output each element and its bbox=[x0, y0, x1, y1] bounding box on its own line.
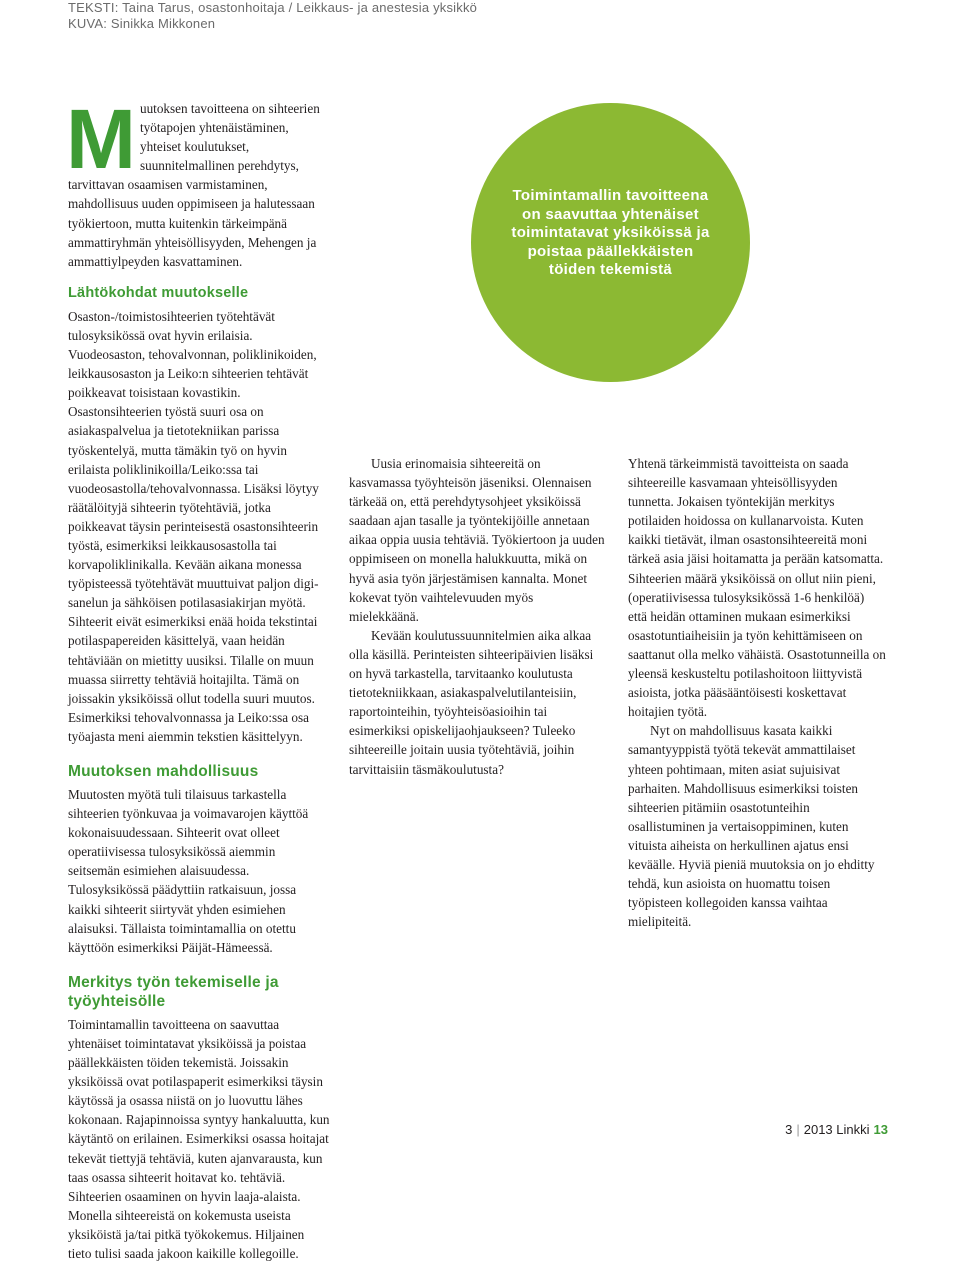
credits bbox=[68, 0, 477, 32]
issue-number: 3 bbox=[785, 1122, 793, 1137]
body-paragraph: Uusia erinomaisia sihteereitä on kasvamassa työyhteisön jäseniksi. Olennaisen tärkeää on, että perehdytysohjeet yksiköissä saadaan ajan tasalle ja työntekijöille annetaan aikaa oppia uusia tehtäviä. Työkiertoon ja uuden oppimiseen on monella halukkuutta, mikä on hyvä asia työn järjestämisen kannalta. Monet kokevat työn vaihtelevuuden myös mielekkäänä. bbox=[349, 456, 605, 624]
body-paragraph: Muutosten myötä tuli tilaisuus tarkastella sihteerien työnkuvaa ja voimavarojen käyttöä kokonaisuudessaan. Sihteerit ovat olleet operatiivisessa tulosyksikössä aiemmin seitsemän esimiehen alaisuudessa. Tulosyksikössä päädyttiin ratkaisuun, jossa kaikki sihteerit siirtyvät yhden esimiehen alaisuksi. Tällaista toimintamallia on otettu käyttöön esimerkiksi Päijät-Hämeessä. bbox=[68, 787, 309, 955]
page-number: 13 bbox=[873, 1122, 888, 1137]
issue-year: 2013 bbox=[803, 1122, 833, 1137]
section-heading-merkitys: Merkitys työn tekemiselle ja työyhteisölle bbox=[68, 973, 279, 1010]
pullquote-text: Toimintamallin tavoitteena on saavuttaa yhtenäiset toimintatavat yksiköissä ja poistaa päällekkäisten töiden tekemistä bbox=[511, 187, 710, 279]
intro-text: uutoksen tavoitteena on sihteerien työtapojen yhtenäistäminen, yhteiset koulutukset, suunnitelmallinen perehdytys, tarvittavan osaamisen varmistaminen, mahdollisuus uuden oppimiseen ja halutessaan työkiertoon, mutta kuitenkin tärkeimpänä ammattiryhmän yhteisöllisyyden, Mehengen ja ammattiylpeyden kasvattaminen. bbox=[68, 101, 320, 269]
footer-separator: | bbox=[796, 1122, 800, 1137]
body-paragraph: Osaston-/toimistosihteerien työtehtävät tulosyksikössä ovat hyvin erilaisia. Vuodeosaston, tehovalvonnan, poliklinikoiden, leikkausosaston ja Leiko:n sihteerien tehtävät poikkeavat toisistaan kovastikin. Osastonsihteerien työstä suuri osa on asiakaspalvelua ja tietotekniikan parissa työskentelyä, mutta tämäkin työ on hyvin erilaista poliklinikoilla/Leiko:ssa tai vuodeosastolla/tehovalvonnassa. Lisäksi löytyy räätälöityjä sihteerin työtehtäviä, jotka poikkeavat täysin perinteisestä osastonsihteerin työstä, esimerkiksi leikkausosastolla tai korvapoliklinikalla. Kevään aikana monessa työpisteessä työtehtävät muuttuivat paljon digi-sanelun ja sähköisen potilasasiakirjan myötä. Sihteerit eivät esimerkiksi enää hoida tekstintai potilaspapereiden käsittelyä, vaan heidän tehtäviään on mietitty uusiksi. Tilalle on muun muassa siirretty tehtäviä hoitajilta. Tämä on joissakin yksiköissä ollut todella suuri muutos. Esimerkiksi tehovalvonnassa ja Leiko:ssa osa työajasta meni aiemmin tekstien käsittelyyn. bbox=[68, 308, 319, 744]
page-footer bbox=[785, 1122, 888, 1137]
column-3 bbox=[628, 454, 886, 931]
photo-credit: KUVA: Sinikka Mikkonen bbox=[68, 16, 216, 31]
column-2 bbox=[349, 454, 605, 779]
body-paragraph: Yhtenä tärkeimmistä tavoitteista on saada sihteereille kasvamaan yhteisöllisyyden tunnetta. Jokaisen työntekijän merkitys potilaiden hoidossa on kullanarvoista. Kuten kaikki tietävät, ilman osastonsihteereitä moni tärkeä asia jäisi hoitamatta ja perään katsomatta. Sihteerien määrä yksiköissä on ollut niin pieni, (operatiivisessa tulosyksikössä 1-6 henkilöä) että heidän ottaminen mukaan esimerkiksi osastotuntiaiheisiin ja työn kehittämiseen on saattanut olla melko vähäistä. Osastotunneilla on yleensä keskusteltu potilashoitoon liittyvistä asioista, jotka pääsääntöisesti koskettavat hoitajien työtä. bbox=[628, 456, 886, 720]
text-credit: TEKSTI: Taina Tarus, osastonhoitaja / Leikkaus- ja anestesia yksikkö bbox=[68, 0, 478, 15]
intro-paragraph bbox=[66, 92, 330, 271]
pullquote-circle bbox=[471, 103, 750, 382]
body-paragraph: Toimintamallin tavoitteena on saavuttaa yhtenäiset toimintatavat yksiköissä ja poistaa päällekkäisten töiden tekemistä. Joissakin yksiköissä ovat potilaspaperit esimerkiksi täysin käytössä ja osassa niistä on jo luovuttu lähes kokonaan. Rajapinnoissa syntyy hankaluutta, kun käytäntö on erilainen. Esimerkiksi osassa hoitajat tekevät tiettyjä tehtäviä, kuten ajanvarausta, kun taas osassa sihteerit hoitavat ko. tehtäviä. Sihteerien osaaminen on hyvin laaja-alaista. Monella sihteereistä on kokemusta useista yksiköistä ja/tai pitkä työkokemus. Hiljainen tieto tulisi saada jakoon kaikille kollegoille. bbox=[68, 1016, 330, 1261]
drop-cap: M bbox=[66, 92, 136, 186]
column-1 bbox=[66, 92, 330, 1263]
body-paragraph: Nyt on mahdollisuus kasata kaikki samantyyppistä työtä tekevät ammattilaiset yhteen pohtimaan, miten asiat sujuisivat parhaiten. Mahdollisuus esimerkiksi toisten sihteerien pitämiin osastotunteihin osallistuminen ja vertaisoppiminen, kuten vituista aiheista on herkullinen ajatus ensi keväälle. Hyviä pieniä muutoksia on jo ehditty tehdä, kun asioista on huomattu toisen työpisteen kollegoiden kanssa vaihtaa mielipiteitä. bbox=[628, 723, 875, 930]
body-paragraph: Kevään koulutussuunnitelmien aika alkaa olla käsillä. Perinteisten sihteeripäivien lisäksi on hyvä tarkastella, tarvitaanko koulutusta tietotekniikkaan, asiakaspalvelutilanteisiin, raportointeihin, työyhteisöasioihin tai esimerkiksi opiskelijaohjaukseen? Tuleeko sihteereille joitain uusia työtehtäviä, joihin tarvittaisiin täsmäkoulutusta? bbox=[349, 627, 594, 777]
magazine-name: Linkki bbox=[836, 1122, 870, 1137]
section-heading-mahdollisuus: Muutoksen mahdollisuus bbox=[68, 763, 259, 780]
section-heading-lahtokohdat: Lähtökohdat muutokselle bbox=[68, 284, 249, 301]
